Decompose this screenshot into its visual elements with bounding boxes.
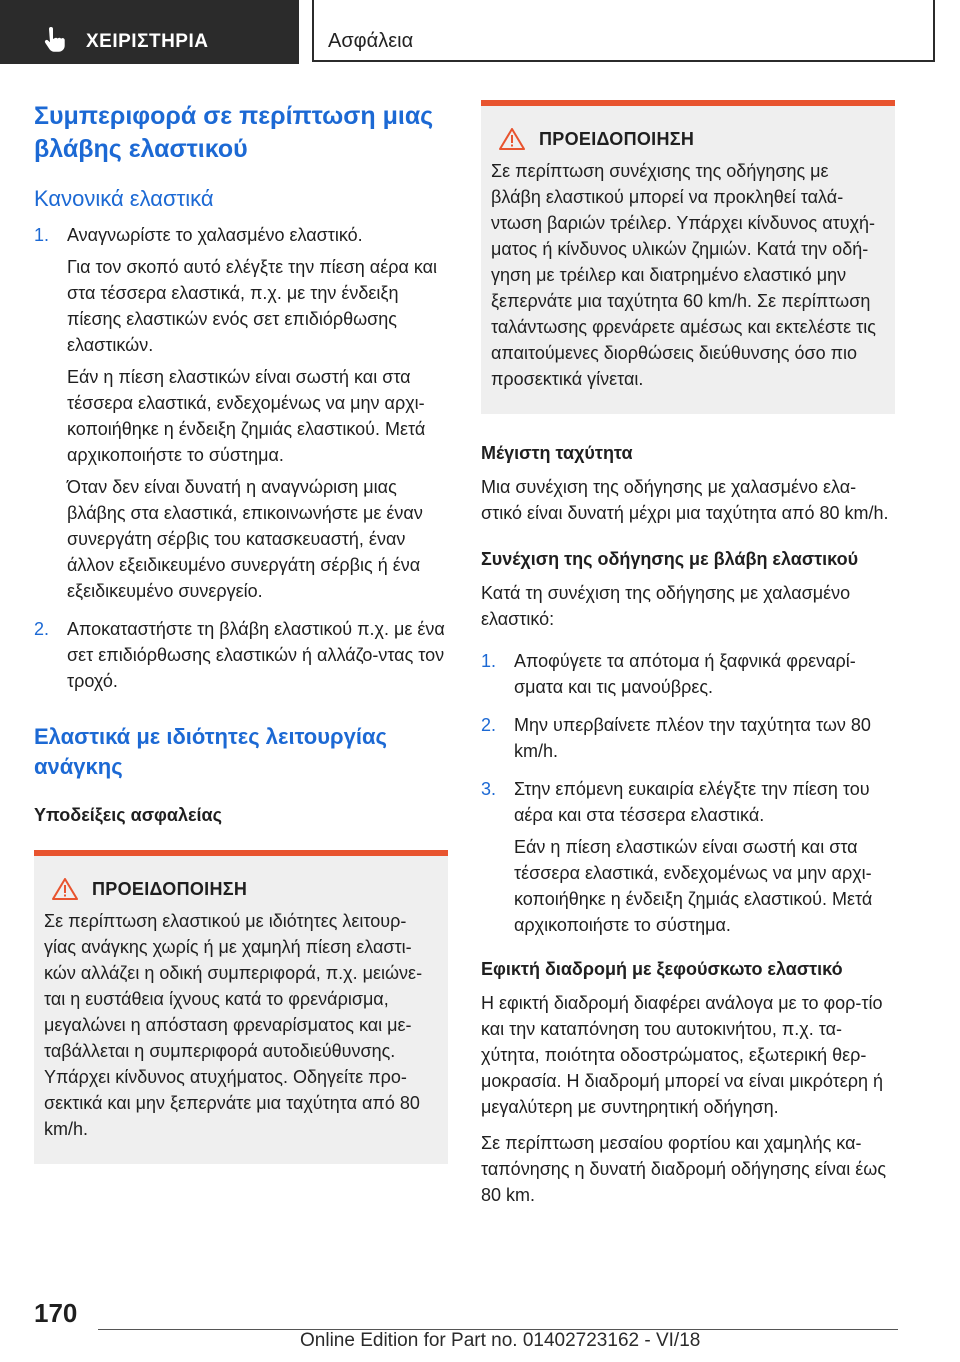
page-title: Συμπεριφορά σε περίπτωση μιας βλάβης ελαστικού: [34, 102, 434, 163]
left-column: [34, 100, 448, 1164]
step-note: Εάν η πίεση ελαστικών είναι σωστή και στα τέσσερα ελαστικά, ενδεχομένως να μην αρχι‐κοποιήθηκε η ένδειξη ζημιάς ελαστικού. Μετά αρχικοποιήστε το σύστημα.: [67, 367, 426, 465]
chapter-tab-label: ΧΕΙΡΙΣΤΗΡΙΑ: [86, 31, 209, 52]
right-column: [481, 100, 895, 1218]
step-note: Όταν δεν είναι δυνατή η αναγνώριση μιας βλάβης στα ελαστικά, επικοινωνήστε με έναν συνεργάτη σέρβις του κατασκευαστή, έναν άλλον εξειδικευμένο συνεργάτη σέρβις ή ένα εξειδικευμένο συνεργείο.: [67, 477, 423, 601]
continue-text: Κατά τη συνέχιση της οδήγησης με χαλασμένο ελαστικό:: [481, 583, 851, 629]
max-speed-text: Μια συνέχιση της οδήγησης με χαλασμένο ελα‐στικό είναι δυνατή μέχρι μια ταχύτητα από 80 km/h.: [481, 477, 889, 523]
footer-edition: Online Edition for Part no. 01402723162 - VI/18: [300, 1330, 701, 1351]
range-text: Σε περίπτωση μεσαίου φορτίου και χαμηλής κα‐ταπόνησης η δυνατή διαδρομή οδήγησης είναι έως 80 km.: [481, 1133, 887, 1205]
continue-heading: Συνέχιση της οδήγησης με βλάβη ελαστικού: [481, 549, 859, 569]
right-steps: [481, 648, 895, 938]
step-text: Αποκαταστήστε τη βλάβη ελαστικού π.χ. με ένα σετ επιδιόρθωσης ελαστικών ή αλλάζο‐ντας τον τροχό.: [67, 619, 445, 691]
step-note: Για τον σκοπό αυτό ελέγξτε την πίεση αέρα και στα τέσσερα ελαστικά, π.χ. με την ένδειξη πίεσης ελαστικών ενός σετ επιδιόρθωσης ελαστικών.: [67, 257, 438, 355]
range-heading: Εφικτή διαδρομή με ξεφούσκωτο ελαστικό: [481, 959, 843, 979]
step-number: 2.: [481, 715, 497, 735]
hand-pointer-icon: [40, 26, 68, 54]
step-text: Αναγνωρίστε το χαλασμένο ελαστικό.: [67, 225, 363, 245]
list-item: [34, 616, 448, 694]
warning-header: [491, 128, 883, 150]
list-item: [481, 648, 895, 700]
warning-triangle-icon: [499, 128, 525, 150]
warning-box: [481, 100, 895, 414]
section-title: Ασφάλεια: [328, 30, 414, 52]
chapter-tab: [0, 0, 299, 64]
safety-heading: Υποδείξεις ασφαλείας: [34, 805, 222, 825]
max-speed-heading: Μέγιστη ταχύτητα: [481, 443, 633, 463]
subtitle-runflat: Ελαστικά με ιδιότητες λειτουργίας ανάγκης: [34, 724, 387, 779]
warning-box: [34, 850, 448, 1164]
step-number: 2.: [34, 619, 50, 639]
warning-text: Σε περίπτωση συνέχισης της οδήγησης με βλάβη ελαστικού μπορεί να προκληθεί ταλά‐ντωση βαριών τρέιλερ. Υπάρχει κίνδυνος ατυχή‐ματος ή κίνδυνος υλικών ζημιών. Κατά την οδή‐γηση με τρέιλερ και διατρημένο ελαστικό μην ξεπερνάτε μια ταχύτητα 60 km/h. Σε περίπτωση ταλάντωσης φρενάρετε αμέσως και εκτελέστε τις απαιτούμενες διορθώσεις διεύθυνσης όσο πιο προσεκτικά γίνεται.: [491, 161, 876, 389]
step-number: 3.: [481, 779, 497, 799]
warning-header: [44, 878, 436, 900]
warning-title: ΠΡΟΕΙΔΟΠΟΙΗΣΗ: [92, 878, 248, 899]
left-steps: [34, 222, 448, 694]
warning-triangle-icon: [52, 878, 78, 900]
step-note: Εάν η πίεση ελαστικών είναι σωστή και στα τέσσερα ελαστικά, ενδεχομένως να μην αρχι‐κοποιήθηκε η ένδειξη ζημιάς ελαστικού. Μετά αρχικοποιήστε το σύστημα.: [514, 837, 873, 935]
step-number: 1.: [481, 651, 497, 671]
warning-text: Σε περίπτωση ελαστικού με ιδιότητες λειτουρ‐γίας ανάγκης χωρίς ή με χαμηλή πίεση ελαστι‐κών αλλάζει η οδική συμπεριφορά, π.χ. μειώνε‐ται η ευστάθεια ίχνους κατά το φρενάρισμα, μεγαλώνει η απόσταση φρεναρίσματος και με‐ταβάλλεται η συμπεριφορά αυτοδιεύθυνσης. Υπάρχει κίνδυνος ατυχήματος. Οδηγείτε προ‐σεκτικά και μην ξεπερνάτε μια ταχύτητα από 80 km/h.: [44, 911, 423, 1139]
list-item: [481, 712, 895, 764]
subtitle-normal-tyres: Κανονικά ελαστικά: [34, 186, 214, 211]
warning-title: ΠΡΟΕΙΔΟΠΟΙΗΣΗ: [539, 128, 695, 149]
step-text: Στην επόμενη ευκαιρία ελέγξτε την πίεση του αέρα και στα τέσσερα ελαστικά.: [514, 779, 870, 825]
list-item: [34, 222, 448, 604]
range-text: Η εφικτή διαδρομή διαφέρει ανάλογα με το φορ‐τίο και την καταπόνηση του αυτοκινήτου, π.χ. τα‐χύτητα, ποιότητα οδοστρώματος, εξωτερική θερ‐μοκρασία. Η διαδρομή μπορεί να είναι μικρότερη ή μεγαλύτερη με συντηρητική οδήγηση.: [481, 993, 884, 1117]
section-header: [312, 0, 935, 62]
page-number: 170: [34, 1298, 78, 1328]
step-text: Μην υπερβαίνετε πλέον την ταχύτητα των 80 km/h.: [514, 715, 871, 761]
step-text: Αποφύγετε τα απότομα ή ξαφνικά φρεναρί‐σματα και τις μανούβρες.: [514, 651, 856, 697]
step-number: 1.: [34, 225, 50, 245]
list-item: [481, 776, 895, 938]
